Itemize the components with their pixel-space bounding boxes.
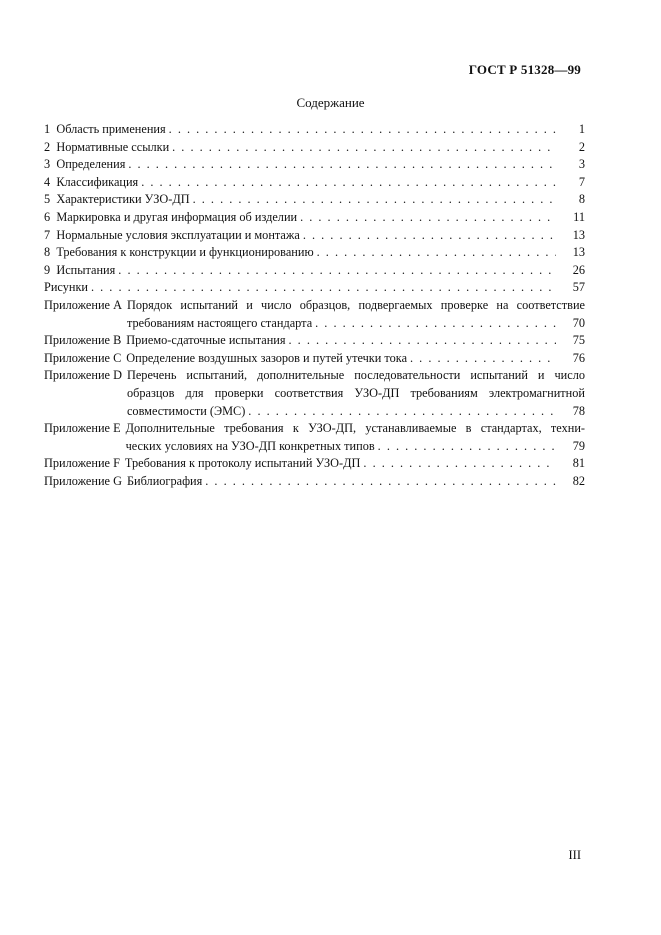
toc-entry-title: Определения (56, 157, 126, 172)
standard-code: ГОСТ Р 51328—99 (468, 62, 581, 77)
dot-leader (410, 350, 556, 368)
toc-entry-number: 4 (44, 174, 51, 189)
toc-entry-number: 3 (44, 157, 51, 172)
dot-leader (205, 473, 556, 491)
toc-entry-number: 1 (44, 122, 51, 136)
toc-entry-1[interactable] (44, 121, 585, 139)
toc-entry-title: Нормальные условия эксплуатации и монтажа (56, 227, 300, 242)
toc-entry-page: 11 (573, 209, 585, 224)
toc-entry-number: 9 (44, 262, 51, 277)
toc-entry-title: Классификация (56, 174, 139, 189)
toc-entry-2[interactable] (44, 139, 585, 157)
toc-entry-title: Область применения (56, 122, 166, 136)
toc-entry-page: 13 (572, 227, 585, 242)
appendix-label: Приложение А (44, 297, 122, 312)
toc-entry-page: 70 (572, 315, 585, 330)
toc-entry-page: 2 (578, 139, 585, 154)
toc-entry-number: 2 (44, 139, 51, 154)
toc-appendix-b[interactable] (44, 332, 585, 350)
appendix-label: Приложение F (44, 456, 120, 471)
dot-leader (193, 191, 556, 209)
appendix-label: Приложение Е (44, 421, 121, 436)
toc-appendix-g[interactable] (44, 473, 585, 491)
appendix-title-line: Библиография (126, 473, 203, 488)
toc-entry-6[interactable] (44, 209, 585, 227)
dot-leader (128, 156, 556, 174)
toc-entry-8[interactable] (44, 244, 585, 262)
toc-entry-page: 79 (572, 438, 585, 453)
toc-entry-5[interactable] (44, 191, 585, 209)
toc-title: Содержание (296, 95, 365, 110)
toc-entry-page: 76 (572, 350, 585, 365)
dot-leader (303, 227, 556, 245)
toc-entry-number: 8 (44, 245, 51, 260)
dot-leader (315, 315, 556, 333)
dot-leader (141, 174, 556, 192)
toc-entry-number: 5 (44, 192, 51, 207)
toc-entry-number: 6 (44, 209, 51, 224)
dot-leader (289, 332, 556, 350)
appendix-label: Приложение В (44, 333, 122, 348)
appendix-title-line: образцов для проверки соответствия УЗО-ДП требованиям электромагнитной (126, 385, 585, 400)
toc-entry-title: Характеристики УЗО-ДП (56, 192, 190, 207)
toc-appendix-f[interactable] (44, 455, 585, 473)
dot-leader (91, 279, 556, 297)
toc-entry-page: 81 (572, 456, 585, 471)
toc-entry-9[interactable] (44, 262, 585, 280)
appendix-title-line: Перечень испытаний, дополнительные последовательности испытаний и число (126, 368, 585, 383)
appendix-title-line: Требования к протоколу испытаний УЗО-ДП (124, 456, 361, 471)
toc-entry-page: 82 (572, 473, 585, 488)
dot-leader (118, 262, 556, 280)
toc-entry-page: 7 (578, 174, 585, 189)
dot-leader (248, 403, 556, 421)
toc-appendix-d[interactable] (44, 367, 585, 420)
toc-entry-page: 26 (572, 262, 585, 277)
page-number: III (568, 848, 581, 862)
toc-entry-4[interactable] (44, 174, 585, 192)
appendix-title-line: Порядок испытаний и число образцов, подвергаемых проверке на соответствие (126, 297, 585, 312)
dot-leader (300, 209, 556, 227)
toc-entry-3[interactable] (44, 156, 585, 174)
toc-appendix-c[interactable] (44, 350, 585, 368)
toc-entry-page: 3 (578, 157, 585, 172)
toc-entry-page: 57 (572, 280, 585, 295)
toc-entry-page: 75 (572, 333, 585, 348)
toc-entry-number: 7 (44, 227, 51, 242)
table-of-contents (44, 121, 585, 490)
toc-appendix-e[interactable] (44, 420, 585, 455)
dot-leader (317, 244, 556, 262)
toc-entry-title: Требования к конструкции и функционированию (56, 245, 314, 260)
appendix-title-line: совместимости (ЭМС) (126, 403, 246, 418)
toc-entry-page: 8 (578, 192, 585, 207)
toc-entry-title: Маркировка и другая информация об изделии (56, 209, 298, 224)
appendix-label: Приложение D (44, 368, 122, 383)
toc-entry-page: 78 (572, 403, 585, 418)
toc-entry-page: 1 (578, 122, 585, 136)
appendix-title-line: Дополнительные требования к УЗО-ДП, устанавливаемые в стандартах, техни- (125, 421, 585, 436)
toc-entry-page: 13 (572, 245, 585, 260)
toc-appendix-a[interactable] (44, 297, 585, 332)
toc-entry-title: Испытания (56, 262, 116, 277)
appendix-title-line: ческих условиях на УЗО-ДП конкретных типов (125, 438, 375, 453)
appendix-title-line: Определение воздушных зазоров и путей утечки тока (126, 350, 408, 365)
dot-leader (378, 438, 556, 456)
dot-leader (169, 121, 556, 139)
appendix-label: Приложение С (44, 350, 122, 365)
toc-entry-title: Нормативные ссылки (56, 139, 170, 154)
toc-entry-7[interactable] (44, 227, 585, 245)
toc-entry-title: Рисунки (44, 280, 88, 295)
dot-leader (363, 455, 556, 473)
toc-entry-figures[interactable] (44, 279, 585, 297)
dot-leader (172, 139, 556, 157)
appendix-title-line: требованиям настоящего стандарта (126, 315, 313, 330)
appendix-title-line: Приемо-сдаточные испытания (126, 333, 286, 348)
appendix-label: Приложение G (44, 473, 122, 488)
